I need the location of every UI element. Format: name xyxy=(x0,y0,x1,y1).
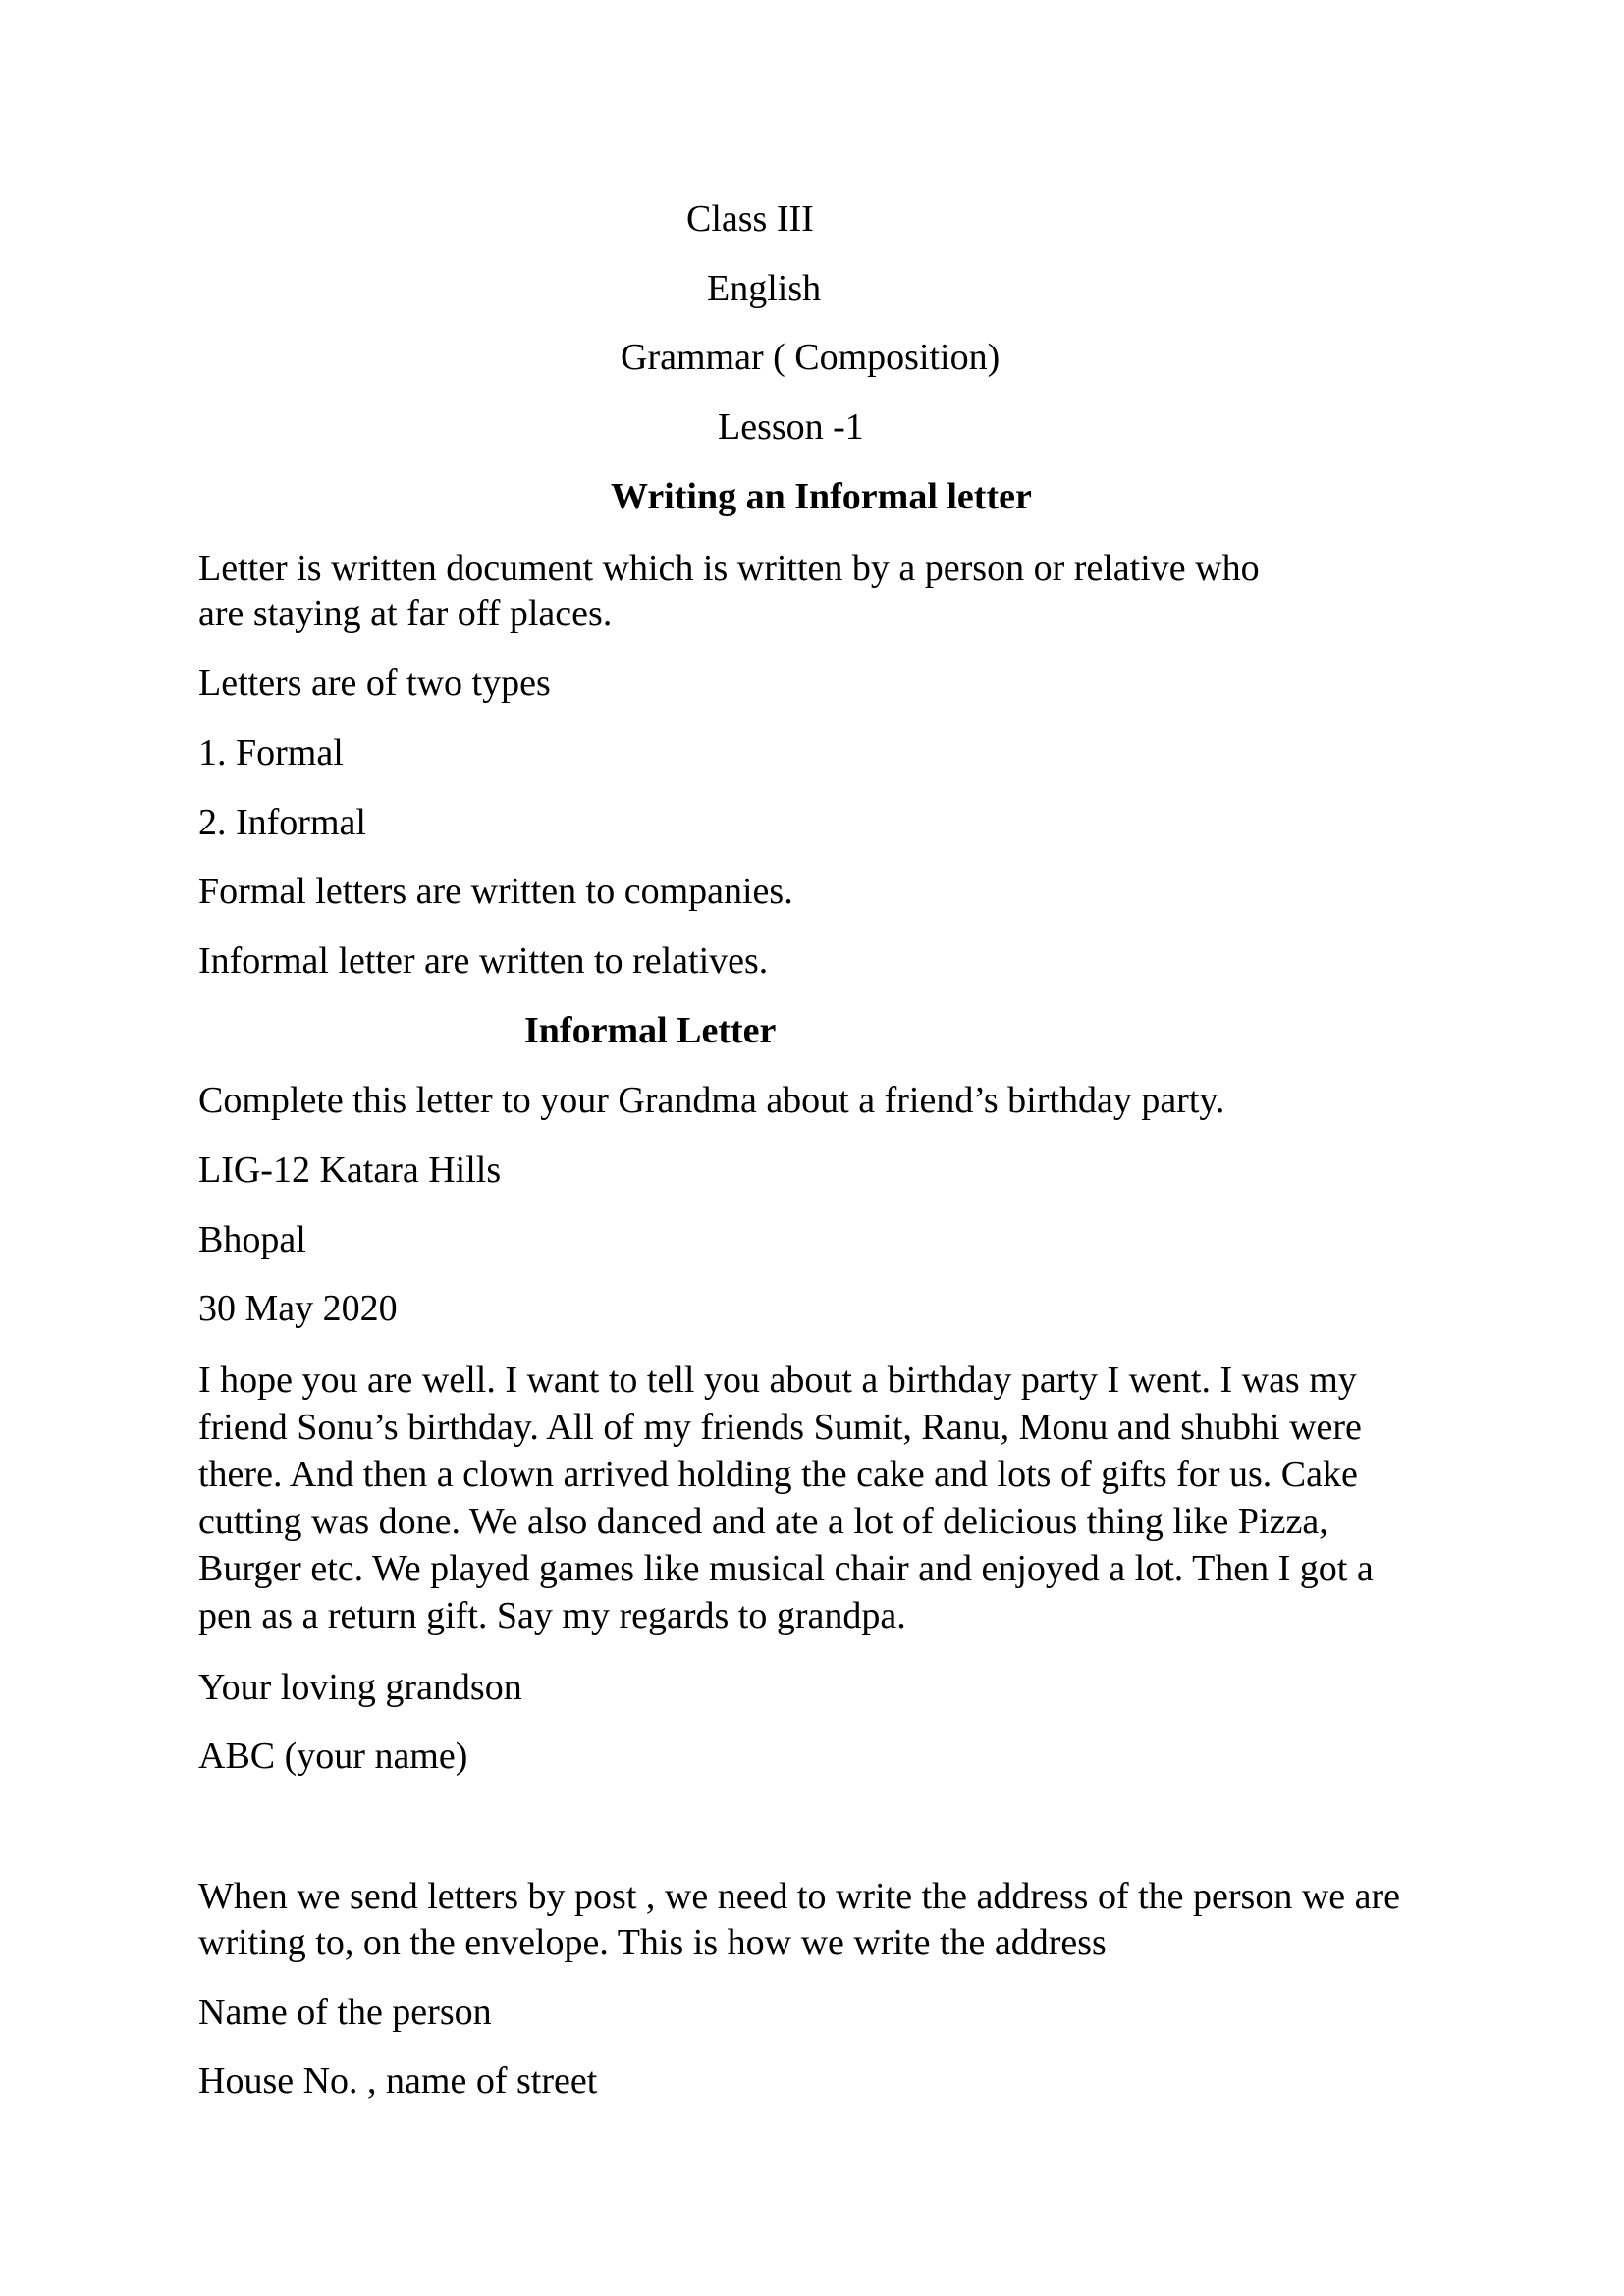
letter-address-line-1: LIG-12 Katara Hills xyxy=(198,1149,502,1191)
definition-line-1: Letter is written document which is written by a person or relative who xyxy=(198,548,1260,589)
lesson-line: Lesson -1 xyxy=(718,406,864,448)
letter-signature: ABC (your name) xyxy=(198,1735,468,1777)
letter-address-line-2: Bhopal xyxy=(198,1219,306,1260)
letter-body-line: friend Sonu’s birthday. All of my friends Sumit, Ranu, Monu and shubhi were xyxy=(198,1407,1362,1448)
letter-body-line: cutting was done. We also danced and ate a lot of delicious thing like Pizza, xyxy=(198,1501,1328,1542)
types-heading: Letters are of two types xyxy=(198,663,551,704)
type-formal: 1. Formal xyxy=(198,732,344,774)
topic-line: Grammar ( Composition) xyxy=(621,337,1001,378)
letter-closing: Your loving grandson xyxy=(198,1667,522,1708)
class-line: Class III xyxy=(686,198,814,240)
section-title: Informal Letter xyxy=(524,1010,777,1051)
formal-note: Formal letters are written to companies. xyxy=(198,871,793,912)
letter-date: 30 May 2020 xyxy=(198,1288,398,1329)
letter-body-line: Burger etc. We played games like musical chair and enjoyed a lot. Then I got a xyxy=(198,1548,1374,1589)
definition-line-2: are staying at far off places. xyxy=(198,593,613,634)
informal-note: Informal letter are written to relatives. xyxy=(198,940,769,982)
letter-body-line: I hope you are well. I want to tell you about a birthday party I went. I was my xyxy=(198,1360,1357,1401)
subject-line: English xyxy=(707,268,822,309)
main-title: Writing an Informal letter xyxy=(611,476,1032,517)
envelope-item-street: House No. , name of street xyxy=(198,2060,598,2102)
letter-body-line: there. And then a clown arrived holding the cake and lots of gifts for us. Cake xyxy=(198,1454,1358,1495)
letter-body-line: pen as a return gift. Say my regards to grandpa. xyxy=(198,1595,906,1636)
task-prompt: Complete this letter to your Grandma about a friend’s birthday party. xyxy=(198,1080,1225,1121)
envelope-intro-line-2: writing to, on the envelope. This is how we write the address xyxy=(198,1922,1107,1963)
envelope-item-name: Name of the person xyxy=(198,1992,492,2033)
envelope-intro-line-1: When we send letters by post , we need to write the address of the person we are xyxy=(198,1876,1401,1917)
type-informal: 2. Informal xyxy=(198,802,366,843)
